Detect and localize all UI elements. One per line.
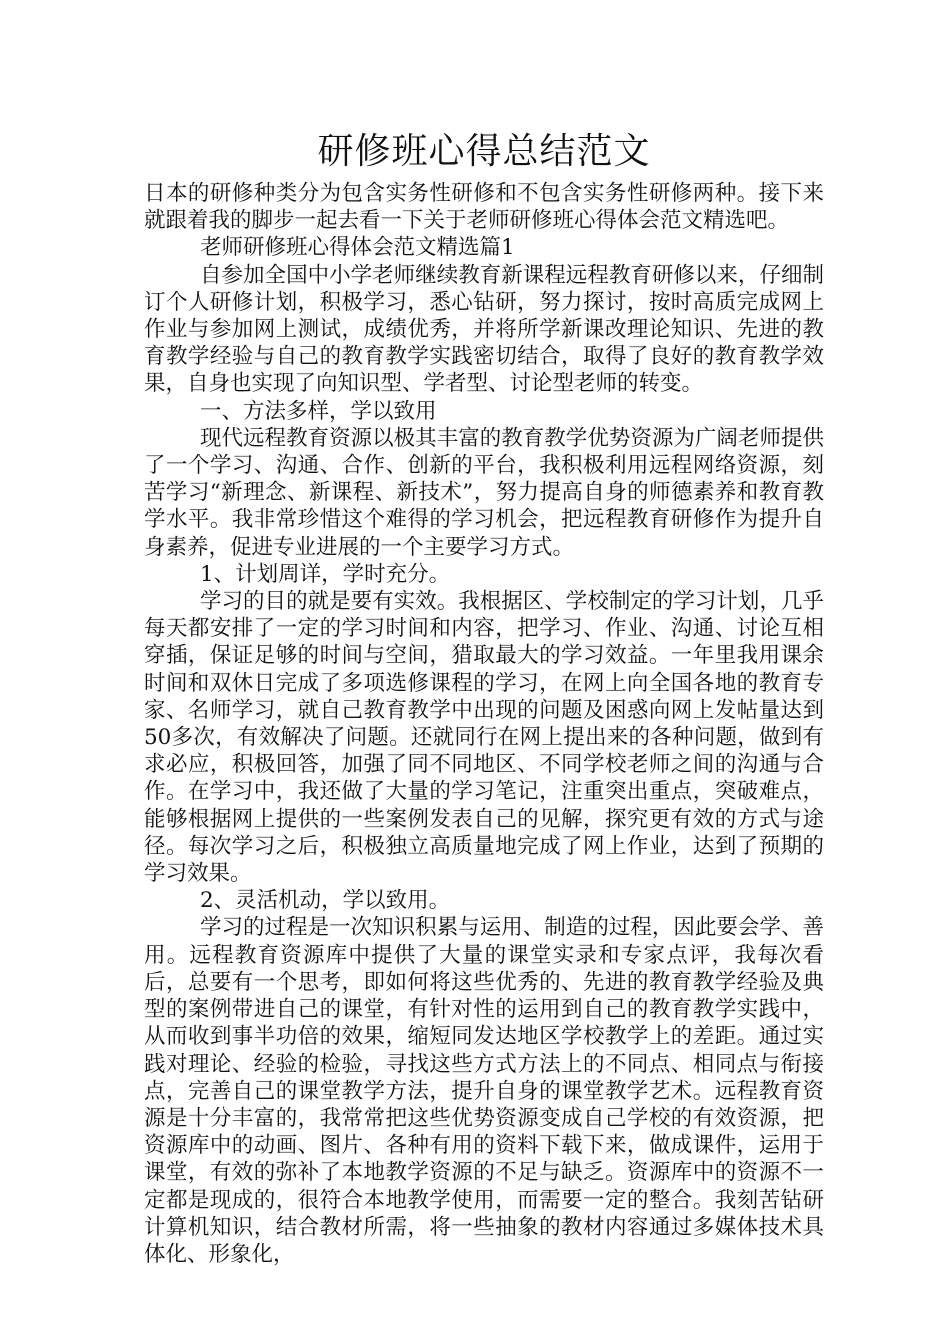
document-body	[144, 180, 824, 1268]
section-heading: 一、方法多样，学以致用	[200, 398, 437, 424]
body-paragraph: 现代远程教育资源以极其丰富的教育教学优势资源为广阔老师提供了一个学习、沟通、合作、创新的平台，我积极利用远程网络资源，刻苦学习“新理念、新课程、新技术”，努力提高自身的师德素养和教育教学水平。我非常珍惜这个难得的学习机会，把远程教育研修作为提升自身素养，促进专业进展的一个主要学习方式。	[144, 425, 824, 560]
intro-paragraph: 日本的研修种类分为包含实务性研修和不包含实务性研修两种。接下来就跟着我的脚步一起去看一下关于老师研修班心得体会范文精选吧。	[144, 181, 824, 234]
document-page	[144, 128, 824, 1268]
body-paragraph: 学习的目的就是要有实效。我根据区、学校制定的学习计划，几乎每天都安排了一定的学习时间和内容，把学习、作业、沟通、讨论互相穿插，保证足够的时间与空间，猎取最大的学习效益。一年里我用课余时间和双休日完成了多项选修课程的学习，在网上向全国各地的教育专家、名师学习，就自己教育教学中出现的问题及困惑向网上发帖量达到50多次，有效解决了问题。还就同行在网上提出来的各种问题，做到有求必应，积极回答，加强了同不同地区、不同学校老师之间的沟通与合作。在学习中，我还做了大量的学习笔记，注重突出重点，突破难点，能够根据网上提供的一些案例发表自己的见解，探究更有效的方式与途径。每次学习之后，积极独立高质量地完成了网上作业，达到了预期的学习效果。	[144, 589, 824, 887]
document-title: 研修班心得总结范文	[317, 131, 651, 172]
subsection-heading: 1、计划周详，学时充分。	[200, 561, 451, 587]
body-paragraph: 自参加全国中小学老师继续教育新课程远程教育研修以来，仔细制订个人研修计划，积极学习，悉心钻研，努力探讨，按时高质完成网上作业与参加网上测试，成绩优秀，并将所学新课改理论知识、先进的教育教学经验与自己的教育教学实践密切结合，取得了良好的教育教学效果，自身也实现了向知识型、学者型、讨论型老师的转变。	[144, 262, 824, 397]
section-heading: 老师研修班心得体会范文精选篇1	[200, 235, 515, 261]
body-paragraph: 学习的过程是一次知识积累与运用、制造的过程，因此要会学、善用。远程教育资源库中提供了大量的课堂实录和专家点评，我每次看后，总要有一个思考，即如何将这些优秀的、先进的教育教学经验及典型的案例带进自己的课堂，有针对性的运用到自己的教育教学实践中，从而收到事半功倍的效果，缩短同发达地区学校教学上的差距。通过实践对理论、经验的检验，寻找这些方式方法上的不同点、相同点与衔接点，完善自己的课堂教学方法，提升自身的课堂教学艺术。远程教育资源是十分丰富的，我常常把这些优势资源变成自己学校的有效资源，把资源库中的动画、图片、各种有用的资料下载下来，做成课件，运用于课堂，有效的弥补了本地教学资源的不足与缺乏。资源库中的资源不一定都是现成的，很符合本地教学使用，而需要一定的整合。我刻苦钻研计算机知识，结合教材所需，将一些抽象的教材内容通过多媒体技术具体化、形象化，	[144, 915, 824, 1267]
subsection-heading: 2、灵活机动，学以致用。	[200, 888, 451, 914]
